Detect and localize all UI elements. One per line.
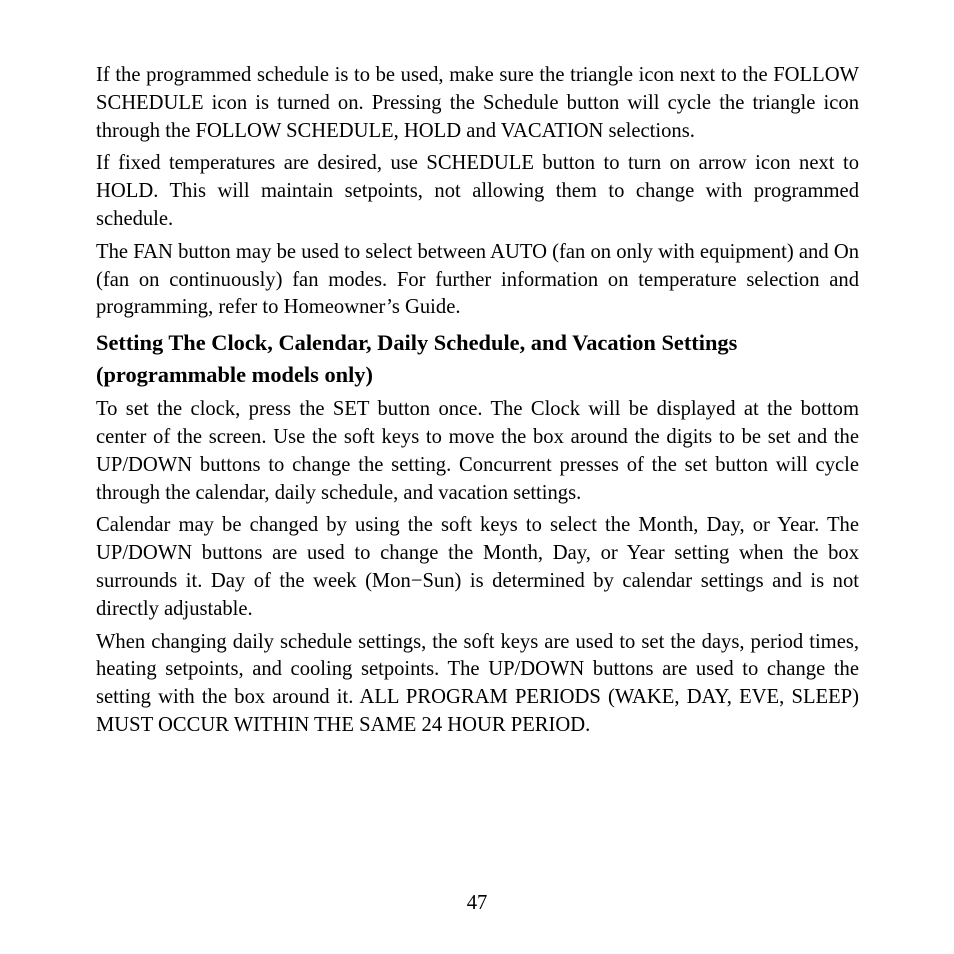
paragraph-hold: If fixed temperatures are desired, use SCHEDULE button to turn on arrow icon next to HOLD. This will maintain setpoints, not allowing them to change with programmed schedule. [96, 152, 859, 230]
paragraph-daily-schedule: When changing daily schedule settings, the soft keys are used to set the days, period times, heating setpoints, and cooling setpoints. The UP/DOWN buttons are used to change the setting with the box around it. ALL PROGRAM PERIODS (WAKE, DAY, EVE, SLEEP) MUST OCCUR WITHIN THE SAME 24 HOUR PERIOD. [96, 630, 859, 736]
paragraph-follow-schedule: If the programmed schedule is to be used, make sure the triangle icon next to the FOLLOW SCHEDULE icon is turned on. Pressing the Schedule button will cycle the triangle icon through the FOLLOW SCHEDULE, HOLD and VACATION selections. [96, 64, 859, 142]
paragraph-fan-button: The FAN button may be used to select between AUTO (fan on only with equipment) and On (fan on continuously) fan modes. For further information on temperature selection and programming, refer to Homeowner’s Guide. [96, 240, 859, 319]
page-body [96, 62, 859, 745]
page-number: 47 [466, 892, 488, 914]
paragraph-set-clock: To set the clock, press the SET button once. The Clock will be displayed at the bottom center of the screen. Use the soft keys to move the box around the digits to be set and the UP/DOWN buttons to change the setting. Concurrent presses of the set button will cycle through the calendar, daily schedule, and vacation settings. [96, 398, 859, 504]
section-heading: Setting The Clock, Calendar, Daily Schedule, and Vacation Settings (programmable models only) [96, 330, 738, 387]
paragraph-calendar: Calendar may be changed by using the soft keys to select the Month, Day, or Year. The UP/DOWN buttons are used to change the Month, Day, or Year setting when the box surrounds it. Day of the week (Mon−Sun) is determined by calendar settings and is not directly adjustable. [96, 514, 859, 620]
